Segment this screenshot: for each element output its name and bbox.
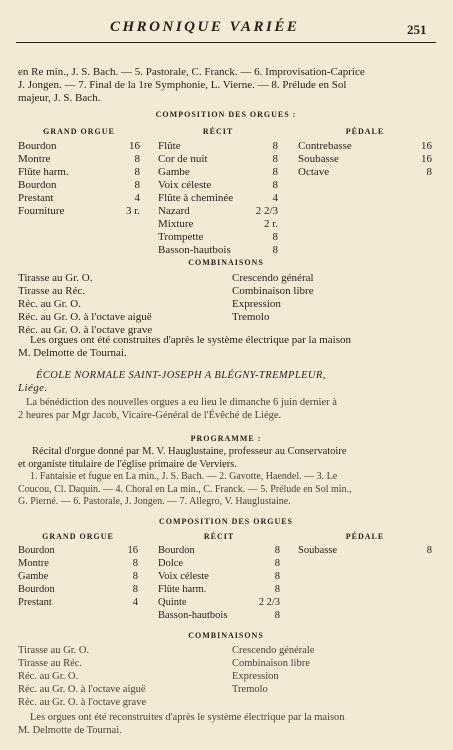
composition-heading: COMPOSITION DES ORGUES <box>158 517 294 526</box>
stop-size: 8 <box>134 166 140 178</box>
intro-line: en Re min., J. S. Bach. — 5. Pastorale, C. Franck. — 6. Improvisation-Caprice <box>18 66 365 78</box>
stop-name: Nazard <box>158 205 190 217</box>
stop-name: Gambe <box>158 166 190 178</box>
stop-row <box>158 166 278 179</box>
stop-name: Flûte à cheminée <box>158 192 234 204</box>
stop-size: 8 <box>274 570 280 582</box>
page-number: 251 <box>407 22 427 37</box>
combinaisons-heading: COMBINAISONS <box>188 258 264 267</box>
combinaison-item: Expression <box>232 670 279 682</box>
stop-name: Soubasse <box>298 153 339 165</box>
stop-size: 16 <box>129 140 140 152</box>
stop-name: Bourdon <box>18 545 55 556</box>
stop-size: 16 <box>421 140 432 152</box>
stop-row <box>158 192 278 205</box>
combinaison-item: Tremolo <box>232 683 268 695</box>
grand-orgue-column <box>18 127 140 218</box>
stop-name: Basson-hautbois <box>158 609 228 621</box>
stop-name: Flûte <box>158 140 181 152</box>
stop-row <box>298 153 432 166</box>
stop-size: 8 <box>272 166 278 178</box>
column-heading: GRAND ORGUE <box>42 532 114 541</box>
pedale-column <box>298 127 432 179</box>
stop-name: Montre <box>18 153 51 165</box>
programme-heading: PROGRAMME : <box>190 434 262 443</box>
combinaison-item: Réc. au Gr. O. à l'octave aiguë <box>18 683 146 695</box>
stop-row <box>18 545 138 558</box>
stop-row <box>298 545 432 558</box>
stop-size: 8 <box>132 583 138 595</box>
column-heading: GRAND ORGUE <box>43 127 115 136</box>
stop-row <box>18 166 140 179</box>
note-line: M. Delmotte de Tournai. <box>18 725 122 736</box>
pedale-column <box>298 532 432 558</box>
stop-row <box>158 571 280 584</box>
stop-row <box>18 597 138 610</box>
note-line: Les orgues ont été reconstruites d'après le système électrique par la maison <box>30 712 345 723</box>
stop-row <box>18 584 138 597</box>
stop-name: Basson-hautbois <box>158 244 231 256</box>
combinaisons-right <box>232 272 432 324</box>
combinaison-item: Tirasse au Gr. O. <box>18 645 90 656</box>
stop-size: 2 r. <box>263 218 278 230</box>
stop-row <box>158 558 280 571</box>
stop-size: 8 <box>134 153 140 165</box>
combinaisons-heading: COMBINAISONS <box>188 631 264 640</box>
stop-row <box>298 140 432 153</box>
column-heading: PÉDALE <box>345 532 385 541</box>
stop-size: 8 <box>426 545 432 556</box>
recit-column <box>158 127 278 257</box>
stop-name: Flûte harm. <box>18 166 69 178</box>
stop-size: 8 <box>272 244 278 256</box>
school-name: ÉCOLE NORMALE SAINT-JOSEPH A BLÉGNY-TREMPLEUR, <box>36 370 326 381</box>
intro-line: J. Jongen. — 7. Final de la 1re Symphonie, L. Vierne. — 8. Prélude en Sol <box>18 79 347 91</box>
stop-name: Prestant <box>18 192 54 204</box>
stop-name: Dolce <box>158 557 184 569</box>
stop-name: Cor de nuit <box>158 153 208 165</box>
stop-row <box>158 140 278 153</box>
stop-size: 16 <box>421 153 432 165</box>
combinaison-item: Réc. au Gr. O. <box>18 298 81 310</box>
stop-row <box>18 192 140 205</box>
header-rule <box>16 42 436 43</box>
stop-name: Bourdon <box>158 545 195 556</box>
stop-size: 8 <box>132 570 138 582</box>
combinaison-item: Combinaison libre <box>232 657 310 669</box>
stop-size: 8 <box>272 231 278 243</box>
composition-heading: COMPOSITION DES ORGUES : <box>155 110 297 119</box>
stop-name: Octave <box>298 166 330 178</box>
note-line: M. Delmotte de Tournai. <box>18 347 127 359</box>
stop-row <box>158 153 278 166</box>
stop-row <box>158 205 278 218</box>
stop-row <box>158 584 280 597</box>
combinaisons-left <box>18 272 218 337</box>
stop-row <box>158 244 278 257</box>
stop-name: Fourniture <box>18 205 65 217</box>
combinaison-item: Tirasse au Réc. <box>18 657 83 669</box>
stop-name: Trompette <box>158 231 204 243</box>
intro-paragraph <box>18 66 436 105</box>
stop-row <box>18 153 140 166</box>
stop-size: 8 <box>274 545 280 556</box>
stop-size: 8 <box>274 557 280 569</box>
recital-paragraph <box>18 445 436 471</box>
combinaison-item: Tirasse au Gr. O. <box>18 272 93 284</box>
combinaison-item: Tirasse au Réc. <box>18 285 86 297</box>
stop-size: 8 <box>274 583 280 595</box>
benediction-paragraph <box>18 396 436 422</box>
school-title <box>18 369 436 395</box>
stop-row <box>158 218 278 231</box>
combinaisons-right <box>232 645 432 697</box>
program-line: G. Pierné. — 6. Pastorale, J. Jongen. — 7. Allegro, V. Hauglustaine. <box>18 496 291 507</box>
stop-size: 4 <box>132 596 138 608</box>
stop-row <box>18 179 140 192</box>
builder-note <box>18 334 436 360</box>
benediction-line: 2 heures par Mgr Jacob, Vicaire-Général de l'Évêché de Liége. <box>18 410 282 421</box>
stop-size: 8 <box>272 179 278 191</box>
benediction-line: La bénédiction des nouvelles orgues a eu lieu le dimanche 6 juin dernier à <box>26 397 337 408</box>
stop-name: Soubasse <box>298 545 338 556</box>
stop-size: 4 <box>134 192 140 204</box>
combinaisons-left <box>18 645 218 710</box>
stop-row <box>18 205 140 218</box>
combinaison-item: Expression <box>232 298 281 310</box>
stop-row <box>158 231 278 244</box>
column-heading: RÉCIT <box>203 532 235 541</box>
stop-name: Voix céleste <box>158 179 212 191</box>
stop-size: 3 r. <box>125 205 140 217</box>
stop-name: Quinte <box>158 596 187 608</box>
combinaison-item: Crescendo générale <box>232 645 315 656</box>
recit-column <box>158 532 280 622</box>
stop-row <box>18 140 140 153</box>
combinaison-item: Réc. au Gr. O. à l'octave aiguë <box>18 311 152 323</box>
recital-line: et organiste titulaire de l'église primaire de Verviers. <box>18 459 238 470</box>
program-line: Coucou, Cl. Daquin. — 4. Choral en La min., C. Franck. — 5. Prélude en Sol min., <box>18 483 352 495</box>
stop-row <box>158 179 278 192</box>
stop-name: Montre <box>18 557 49 569</box>
stop-name: Bourdon <box>18 179 57 191</box>
stop-size: 8 <box>134 179 140 191</box>
stop-size: 4 <box>272 192 278 204</box>
stop-name: Contrebasse <box>298 140 352 152</box>
program-line: 1. Fantaisie et fugue en La min., J. S. Bach. — 2. Gavotte, Haendel. — 3. Le <box>30 471 338 482</box>
column-heading: RÉCIT <box>202 127 234 136</box>
combinaison-item: Crescendo général <box>232 272 314 284</box>
recital-line: Récital d'orgue donné par M. V. Hauglustaine, professeur au Conservatoire <box>32 446 347 457</box>
stop-size: 8 <box>132 557 138 569</box>
combinaison-item: Réc. au Gr. O. à l'octave grave <box>18 696 147 708</box>
stop-name: Gambe <box>18 570 49 582</box>
stop-size: 8 <box>274 609 280 621</box>
builder-note <box>18 711 436 737</box>
program-list <box>18 471 436 509</box>
stop-row <box>18 558 138 571</box>
intro-line: majeur, J. S. Bach. <box>18 92 101 104</box>
running-header-title: CHRONIQUE VARIÉE <box>110 19 300 35</box>
combinaison-item: Réc. au Gr. O. à l'octave grave <box>18 324 153 336</box>
note-line: Les orgues ont été construites d'après le système électrique par la maison <box>30 334 351 346</box>
stop-row <box>158 597 280 610</box>
stop-size: 16 <box>127 545 138 556</box>
stop-size: 8 <box>272 140 278 152</box>
stop-row <box>18 571 138 584</box>
stop-size: 8 <box>426 166 432 178</box>
stop-name: Bourdon <box>18 583 55 595</box>
school-place: Liége. <box>18 382 48 394</box>
stop-name: Prestant <box>18 596 52 608</box>
stop-name: Mixture <box>158 218 194 230</box>
column-heading: PÉDALE <box>345 127 385 136</box>
combinaison-item: Tremolo <box>232 311 270 323</box>
stop-size: 2 2/3 <box>258 596 280 608</box>
combinaison-item: Combinaison libre <box>232 285 314 297</box>
stop-size: 8 <box>272 153 278 165</box>
grand-orgue-column <box>18 532 138 610</box>
stop-name: Flûte harm. <box>158 583 207 595</box>
stop-row <box>158 545 280 558</box>
stop-name: Voix céleste <box>158 570 209 582</box>
stop-row <box>298 166 432 179</box>
stop-size: 2 2/3 <box>255 205 278 217</box>
combinaison-item: Réc. au Gr. O. <box>18 670 79 682</box>
stop-name: Bourdon <box>18 140 57 152</box>
stop-row <box>158 610 280 623</box>
